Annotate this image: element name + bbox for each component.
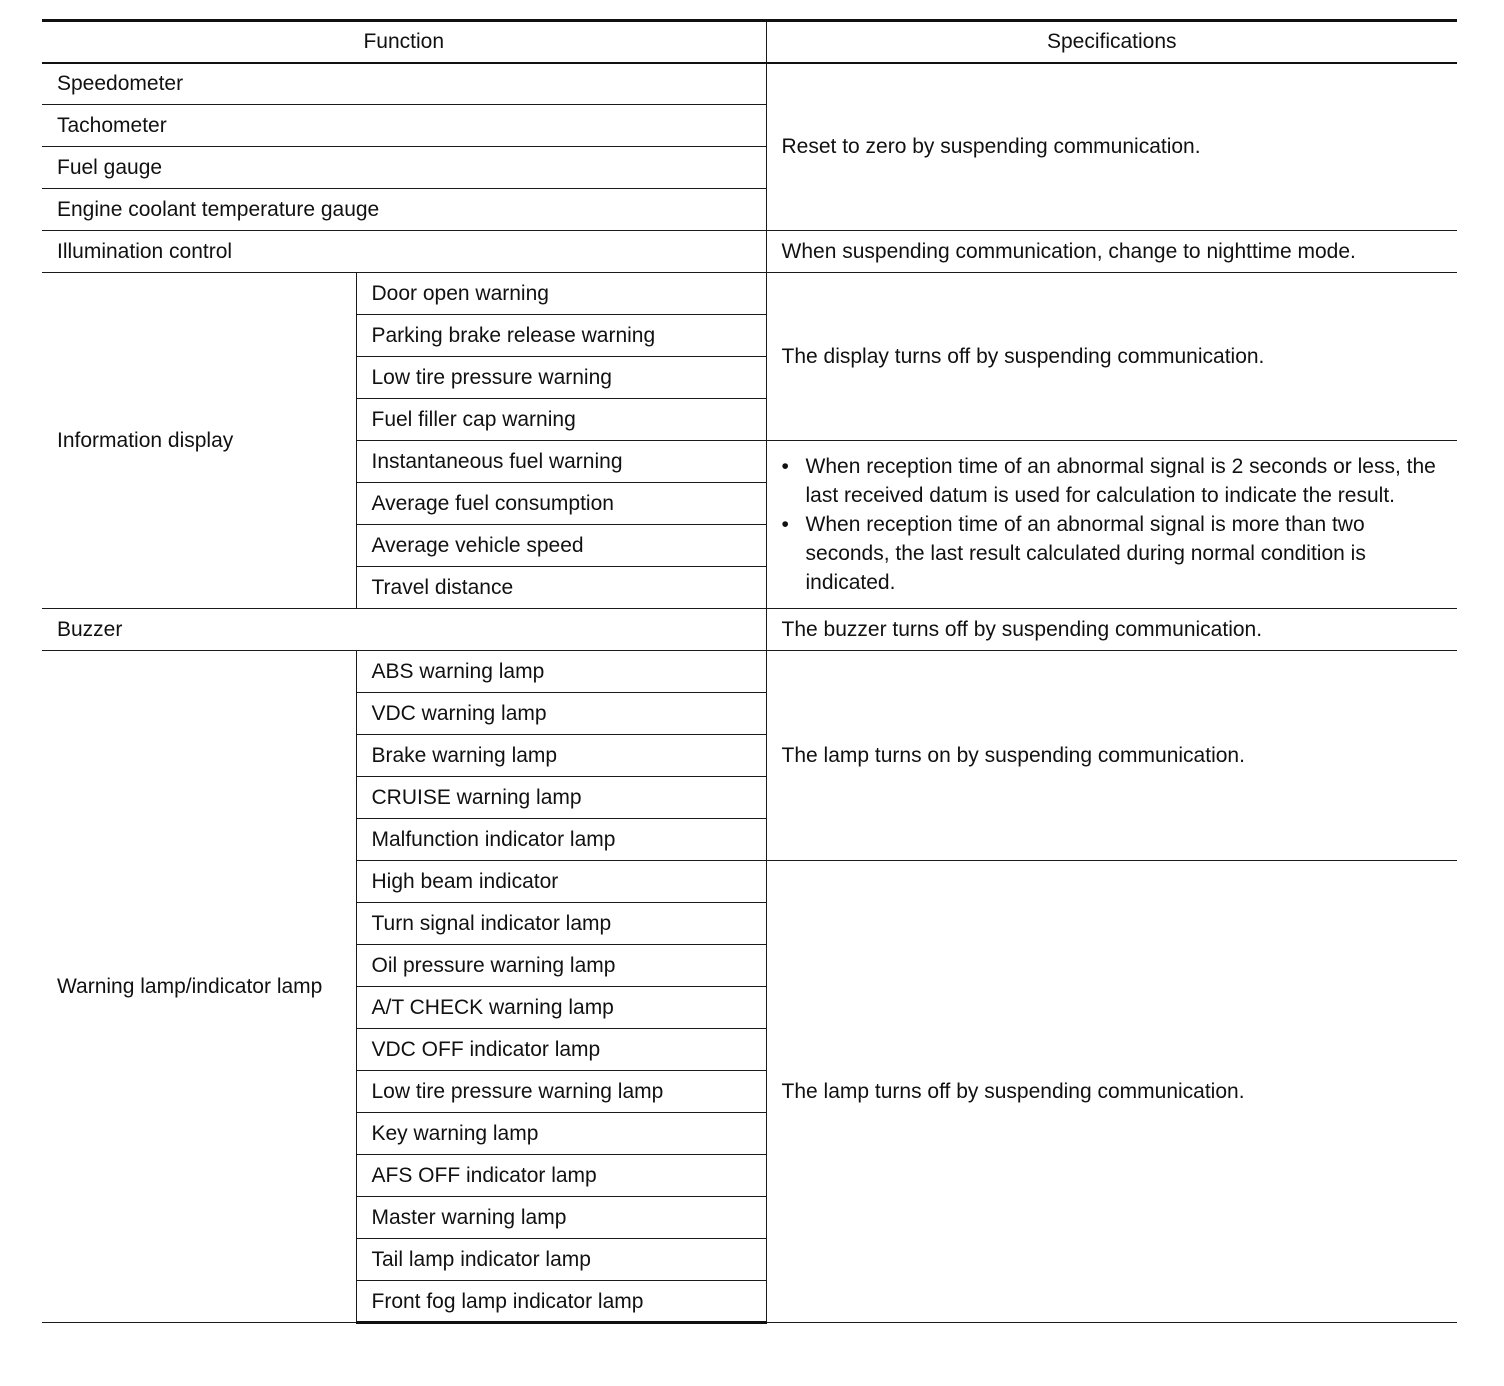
info-item-cell: Fuel filler cap warning [356,399,766,441]
tachometer-cell: Tachometer [42,105,766,147]
lamp-item-cell: Key warning lamp [356,1113,766,1155]
header-row [42,21,1457,63]
table-row [42,63,1457,105]
fail-safe-spec-table [42,19,1457,1324]
buzzer-spec-cell: The buzzer turns off by suspending communication. [766,609,1457,651]
info-spec-b-cell [766,441,1457,609]
info-item-cell: Low tire pressure warning [356,357,766,399]
lamp-item-cell: VDC warning lamp [356,693,766,735]
fuel-gauge-cell: Fuel gauge [42,147,766,189]
lamp-item-cell: AFS OFF indicator lamp [356,1155,766,1197]
info-item-cell: Door open warning [356,273,766,315]
info-display-cell: Information display [42,273,356,609]
lamp-item-cell: Oil pressure warning lamp [356,945,766,987]
buzzer-cell: Buzzer [42,609,766,651]
table-row [42,273,1457,315]
illumination-cell: Illumination control [42,231,766,273]
coolant-gauge-cell: Engine coolant temperature gauge [42,189,766,231]
table-row [42,651,1457,693]
lamp-spec-on-cell: The lamp turns on by suspending communication. [766,651,1457,861]
table-row [42,231,1457,273]
lamp-spec-off-cell: The lamp turns off by suspending communication. [766,861,1457,1323]
info-item-cell: Instantaneous fuel warning [356,441,766,483]
lamp-item-cell: VDC OFF indicator lamp [356,1029,766,1071]
illumination-spec-cell: When suspending communication, change to nighttime mode. [766,231,1457,273]
info-spec-b-bullet: • When reception time of an abnormal signal is 2 seconds or less, the last received datum is used for calculation to indicate the result. [782,452,1443,510]
lamp-item-cell: High beam indicator [356,861,766,903]
lamp-item-cell: Malfunction indicator lamp [356,819,766,861]
info-spec-a-cell: The display turns off by suspending communication. [766,273,1457,441]
info-item-cell: Parking brake release warning [356,315,766,357]
lamp-item-cell: CRUISE warning lamp [356,777,766,819]
info-item-cell: Average fuel consumption [356,483,766,525]
lamp-item-cell: Master warning lamp [356,1197,766,1239]
lamp-item-cell: Brake warning lamp [356,735,766,777]
speedometer-cell: Speedometer [42,63,766,105]
specifications-header: Specifications [766,21,1457,63]
lamp-item-cell: Tail lamp indicator lamp [356,1239,766,1281]
function-header: Function [42,21,766,63]
info-item-cell: Average vehicle speed [356,525,766,567]
table-row [42,609,1457,651]
gauges-spec-cell: Reset to zero by suspending communication. [766,63,1457,231]
lamp-item-cell: Front fog lamp indicator lamp [356,1281,766,1323]
lamp-item-cell: Turn signal indicator lamp [356,903,766,945]
info-item-cell: Travel distance [356,567,766,609]
warning-lamp-cell: Warning lamp/indicator lamp [42,651,356,1323]
lamp-item-cell: Low tire pressure warning lamp [356,1071,766,1113]
info-spec-b-list [782,448,1443,601]
lamp-item-cell: A/T CHECK warning lamp [356,987,766,1029]
lamp-item-cell: ABS warning lamp [356,651,766,693]
info-spec-b-bullet: • When reception time of an abnormal signal is more than two seconds, the last result calculated during normal condition is indicated. [782,510,1443,597]
